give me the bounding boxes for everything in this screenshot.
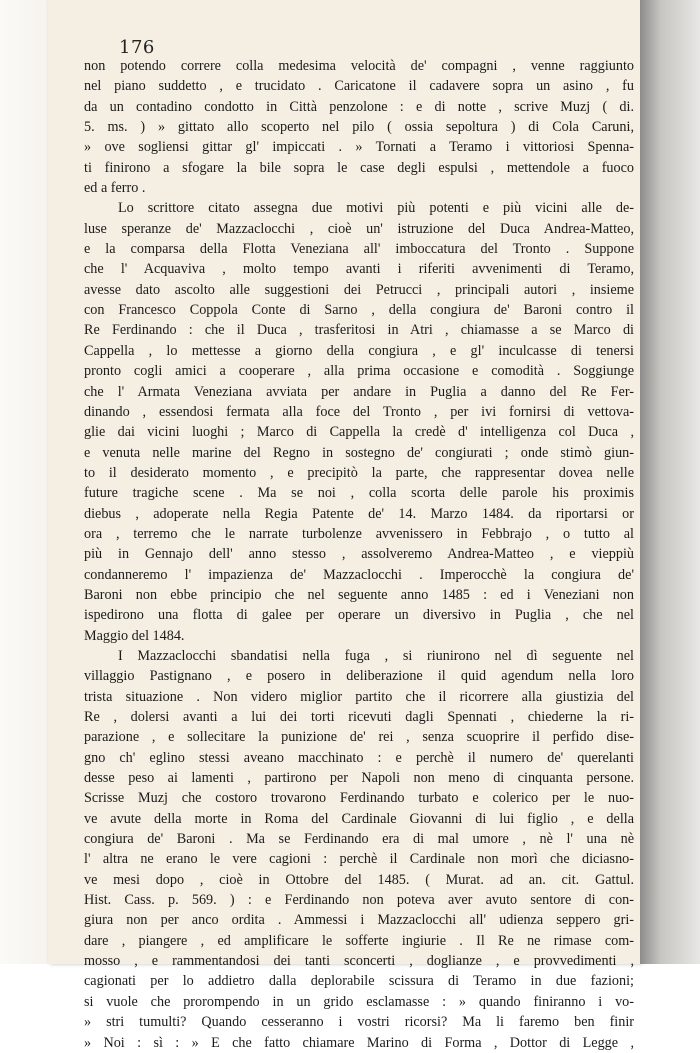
text-line: giura non per anco ordita . Ammessi i Mazzaclocchi all' udienza seppero gri- — [84, 912, 634, 929]
body-text — [84, 56, 634, 1053]
text-line: da un contadino condotto in Città penzolone : e di notte , scrive Muzj ( di. — [84, 98, 634, 115]
text-line: villaggio Pastignano , e posero in deliberazione il quid agendum nella loro — [84, 668, 634, 685]
text-line: desse peso ai lamenti , partirono per Napoli non meno di cinquanta persone. — [84, 770, 634, 787]
text-line: diebus , adoperate nella Regia Patente de' 14. Marzo 1484. da riportarsi or — [84, 505, 634, 522]
text-line: si vuole che prorompendo in un grido esclamasse : » quando finiranno i vo- — [84, 993, 634, 1010]
text-line: ve mesi dopo , cioè in Ottobre del 1485. ( Murat. ad an. cit. Gattul. — [84, 871, 634, 888]
text-line: ispedirono una flotta di galee per operare un diversivo in Puglia , che nel — [84, 607, 634, 624]
text-line: 5. ms. ) » gittato allo scoperto nel pilo ( ossia sepoltura ) di Cola Caruni, — [84, 119, 634, 136]
text-line: Re , dolersi avanti a lui dei torti ricevuti dagli Spennati , chiederne la ri- — [84, 709, 634, 725]
text-line: ed a ferro . — [84, 180, 146, 197]
text-line: future tragiche scene . Ma se noi , colla scorta delle parole his proximis — [84, 485, 634, 502]
text-line: avesse dato ascolto alle suggestioni dei Petrucci , principali autori , insieme — [84, 281, 634, 298]
text-line: ti finirono a sfogare la bile sopra le case degli espulsi , mettendole a fuoco — [84, 159, 634, 176]
text-line: nel piano suddetto , e trucidato . Caricatone il cadavere sopra un asino , fu — [84, 78, 634, 95]
text-line: condanneremo l' impazienza de' Mazzaclocchi . Imperocchè la congiura de' — [84, 566, 634, 583]
text-line: ora , terremo che le narrate turbolenze avvenissero in Febbrajo , o tutto al — [84, 525, 634, 542]
text-line: mosso , e rammentandosi dei tanti sconcerti , doglianze , e provvedimenti , — [84, 953, 634, 970]
text-line: che l' Acquaviva , molto tempo avanti i riferiti avvenimenti di Teramo, — [84, 261, 634, 278]
text-line: cagionati per lo addietro dalla deplorabile scissura di Teramo in due fazioni; — [84, 973, 634, 990]
text-line: ve avute della morte in Roma del Cardinale Giovanni di lui figlio , e della — [84, 810, 634, 827]
text-line: l' altra ne erano le vere cagioni : perchè il Cardinale non morì che diciasno- — [84, 851, 634, 868]
text-line: Baroni non ebbe principio che nel seguente anno 1485 : ed i Veneziani non — [84, 586, 634, 603]
text-line: Lo scrittore citato assegna due motivi più potenti e più vicini alle de- — [118, 200, 634, 217]
text-line: Maggio del 1484. — [84, 627, 185, 644]
text-line: gno ch' eglino stessi aveano macchinato : e perchè il numero de' querelanti — [84, 749, 634, 766]
text-line: trista situazione . Non videro miglior partito che il ricorrere alla giustizia del — [84, 688, 634, 705]
text-line: congiura de' Baroni . Ma se Ferdinando era di mal umore , nè l' una nè — [84, 831, 634, 848]
text-line: con Francesco Coppola Conte di Sarno , della congiura de' Baroni contro il — [84, 302, 634, 319]
page-number: 176 — [119, 37, 155, 58]
text-line: dinando , essendosi fermata alla foce del Tronto , per ivi fornirsi di vettova- — [84, 403, 634, 420]
text-line: più in Gennajo dell' anno stesso , assolveremo Andrea-Matteo , e vieppiù — [84, 546, 634, 563]
text-line: Scrisse Muzj che costoro trovarono Ferdinando turbato e colerico per le nuo- — [84, 790, 634, 807]
text-line: Cappella , lo mettesse a giorno della congiura , e gl' inculcasse di tenersi — [84, 342, 634, 359]
text-line: che l' Armata Veneziana avviata per andare in Puglia a danno del Re Fer- — [84, 383, 634, 400]
text-line: e venuta nelle marine del Regno in sostegno de' congiurati ; onde stimò giun- — [84, 444, 634, 461]
text-line: Re Ferdinando : che il Duca , trasferitosi in Atri , chiamasse a se Marco di — [84, 322, 634, 339]
text-line: » Noi : sì : » E che fatto chiamare Marino di Forma , Dottor di Legge , — [84, 1034, 634, 1051]
text-line: pronto cogli amici a cooperare , alla prima occasione e comodità . Soggiunge — [84, 363, 634, 380]
text-line: I Mazzaclocchi sbandatisi nella fuga , si riunirono nel dì seguente nel — [118, 647, 634, 664]
text-line: to il desiderato momento , e precipitò la parte, che rappresentar dovea nelle — [84, 464, 634, 481]
text-line: e la comparsa della Flotta Veneziana all' imboccatura del Tronto . Suppone — [84, 241, 634, 258]
text-line: dare , piangere , ed amplificare le sofferte ingiurie . Il Re ne rimase com- — [84, 932, 634, 949]
text-line: Hist. Cass. p. 569. ) : e Ferdinando non poteva aver avuto sentore di con- — [84, 892, 634, 909]
text-line: » stri tumulti? Quando cesseranno i vostri ricorsi? Ma li faremo ben finir — [84, 1014, 634, 1031]
text-line: luse speranze de' Mazzaclocchi , cioè un' istruzione del Duca Andrea-Matteo, — [84, 220, 634, 237]
text-line: parazione , e sollecitare la punizione de' rei , senza scuoprire il perfido dise- — [84, 729, 634, 746]
text-line: » ove sogliensi gittar gl' impiccati . » Tornati a Teramo i vittoriosi Spenna- — [84, 139, 634, 156]
text-line: non potendo correre colla medesima velocità de' compagni , venne raggiunto — [84, 58, 634, 74]
page-fore-edge — [640, 0, 700, 964]
text-line: glie dai vicini luoghi ; Marco di Cappella la credè d' intelligenza col Duca , — [84, 424, 634, 441]
